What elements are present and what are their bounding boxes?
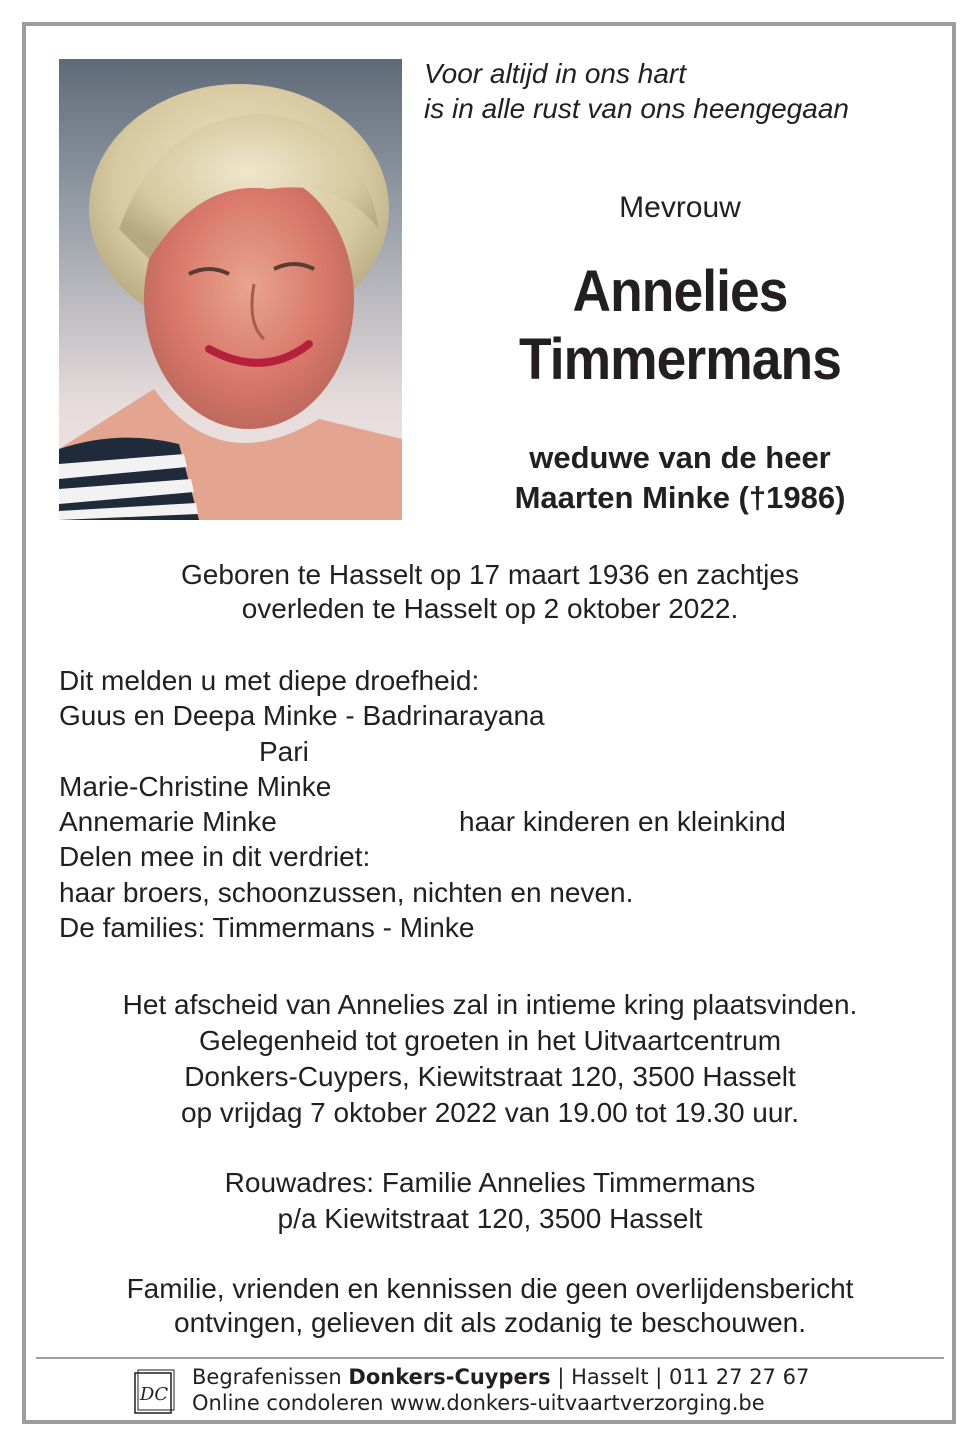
grandchild: Pari [259,735,309,767]
logo-icon [132,1368,176,1416]
family-member: Marie-Christine Minke [59,770,332,802]
footer-company: Donkers-Cuypers [348,1365,551,1389]
closing-text [40,1272,940,1340]
spouse-line: weduwe van de heer [529,440,831,475]
family-list [59,663,939,945]
spouse-line: Maarten Minke (†1986) [514,480,846,515]
family-intro: Dit melden u met diepe droefheid: [59,665,480,696]
last-name: Timmermans [519,327,841,392]
honorific: Mevrouw [619,191,741,224]
motto [424,56,944,126]
first-name: Annelies [572,259,788,324]
farewell-text [40,987,940,1131]
address-line: p/a Kiewitstraat 120, 3500 Hasselt [277,1203,703,1234]
closing-line: Familie, vrienden en kennissen die geen overlijdensbericht [126,1273,854,1304]
logo-letters: DC [139,1384,169,1405]
funeral-home-logo [132,1368,176,1416]
family-member: Guus en Deepa Minke - Badrinarayana [59,700,545,732]
portrait-photo [59,59,402,520]
footer-online-link[interactable]: Online condoleren www.donkers-uitvaartverzorging.be [192,1391,765,1415]
farewell-line: Het afscheid van Annelies zal in intieme kring plaatsvinden. [122,989,858,1020]
motto-line: Voor altijd in ons hart [424,58,686,89]
relation-label: haar kinderen en kleinkind [459,806,786,838]
address-line: Rouwadres: Familie Annelies Timmermans [224,1167,756,1198]
family-member-row [59,804,939,839]
footer-divider [36,1357,944,1359]
spouse-info [430,438,930,518]
footer-location: | Hasselt | 011 27 27 67 [557,1365,810,1389]
farewell-line: Gelegenheid tot groeten in het Uitvaartcentrum [198,1025,782,1056]
farewell-line: Donkers-Cuypers, Kiewitstraat 120, 3500 Hasselt [184,1061,796,1092]
closing-line: ontvingen, gelieven dit als zodanig te beschouwen. [174,1307,806,1338]
footer-line-1 [192,1364,809,1390]
birth-death-line: overleden te Hasselt op 2 oktober 2022. [241,593,739,624]
footer [192,1364,809,1416]
birth-death-line: Geboren te Hasselt op 17 maart 1936 en zachtjes [181,559,799,590]
relatives: haar broers, schoonzussen, nichten en neven. [59,876,634,908]
mourning-address [40,1165,940,1237]
motto-line: is in alle rust van ons heengegaan [424,93,849,124]
deceased-name [450,258,910,394]
farewell-line: op vrijdag 7 oktober 2022 van 19.00 tot 19.30 uur. [180,1097,799,1128]
birth-death-text [40,558,940,626]
family-member: Annemarie Minke [59,806,277,838]
families: De families: Timmermans - Minke [59,912,475,944]
share-intro: Delen mee in dit verdriet: [59,841,371,873]
footer-prefix: Begrafenissen [192,1365,342,1389]
portrait-illustration [59,59,402,520]
